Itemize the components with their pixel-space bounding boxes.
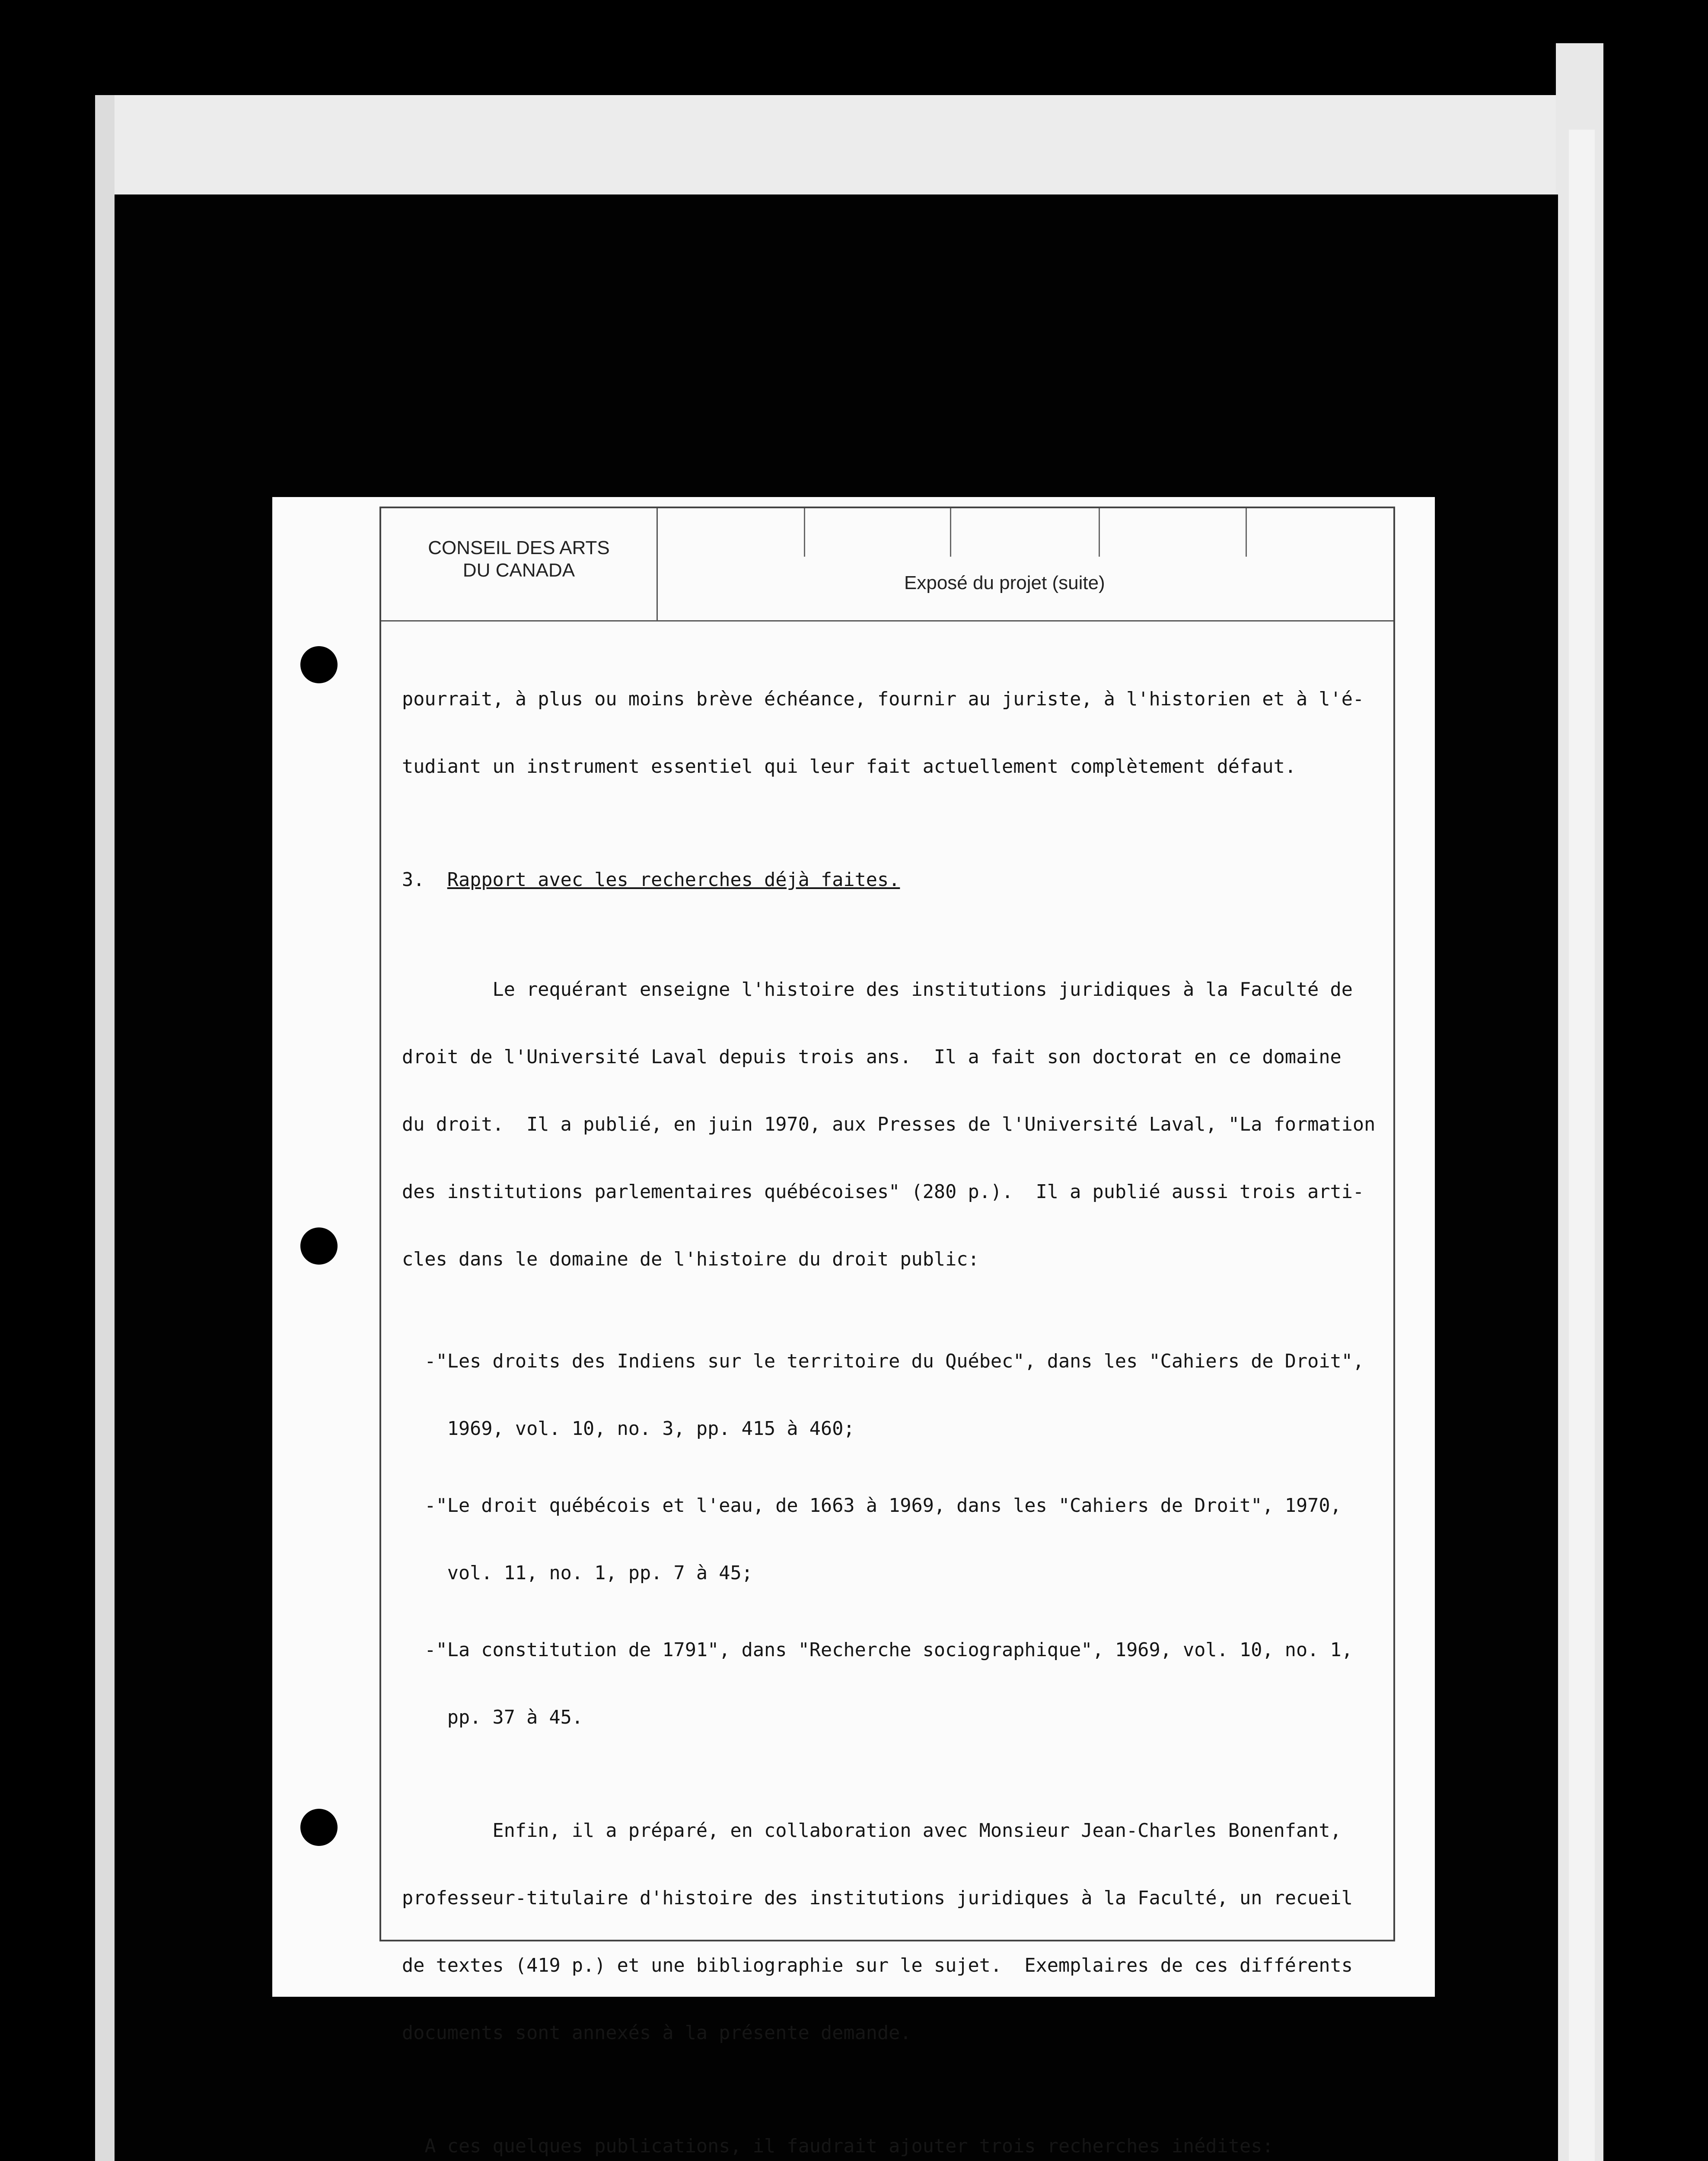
text-line: des institutions parlementaires québécoises" (280 p.). Il a publié aussi trois arti-	[402, 1181, 1364, 1203]
text-line: documents sont annexés à la présente demande.	[402, 2022, 911, 2044]
film-frame-left	[95, 95, 115, 2161]
section-title: Exposé du projet (suite)	[904, 572, 1105, 593]
text-line: A ces quelques publications, il faudrait ajouter trois recherches inédites:	[402, 2136, 1274, 2157]
bullet-line: pp. 37 à 45.	[402, 1707, 583, 1728]
punch-hole	[300, 1227, 338, 1265]
section-3-heading	[402, 869, 1387, 891]
text-line: Le requérant enseigne l'histoire des institutions juridiques à la Faculté de	[402, 979, 1353, 1001]
field-divider	[1246, 508, 1247, 557]
bullet-line: -"Le droit québécois et l'eau, de 1663 à 1969, dans les "Cahiers de Droit", 1970,	[402, 1495, 1342, 1517]
text-line: pourrait, à plus ou moins brève échéance, fournir au juriste, à l'historien et à l'é-	[402, 688, 1364, 710]
form-frame	[379, 507, 1395, 2157]
section-number: 3.	[402, 869, 425, 891]
film-frame-top	[95, 95, 1599, 194]
document-page	[272, 497, 1435, 2157]
text-line: droit de l'Université Laval depuis trois ans. Il a fait son doctorat en ce domaine	[402, 1046, 1342, 1068]
punch-hole	[300, 646, 338, 683]
field-divider	[1099, 508, 1100, 557]
section-title-underlined: Rapport avec les recherches déjà faites.	[447, 869, 900, 891]
bullet-line: 1969, vol. 10, no. 3, pp. 415 à 460;	[402, 1418, 855, 1440]
bullet-line: vol. 11, no. 1, pp. 7 à 45;	[402, 1562, 753, 1584]
text-line: de textes (419 p.) et une bibliographie sur le sujet. Exemplaires de ces différents	[402, 1955, 1353, 1976]
film-frame-right-inner	[1569, 130, 1595, 2161]
text-line: Enfin, il a préparé, en collaboration avec Monsieur Jean-Charles Bonenfant,	[402, 1820, 1342, 1842]
text-line: cles dans le domaine de l'histoire du droit public:	[402, 1249, 979, 1270]
header-fields	[658, 508, 1393, 622]
punch-hole	[300, 1809, 338, 1846]
text-line: tudiant un instrument essentiel qui leur fait actuellement complètement défaut.	[402, 756, 1296, 778]
text-line: professeur-titulaire d'histoire des institutions juridiques à la Faculté, un recueil	[402, 1887, 1353, 1909]
org-name-line1: CONSEIL DES ARTS	[428, 537, 610, 558]
bullet-line: -"Les droits des Indiens sur le territoire du Québec", dans les "Cahiers de Droit",	[402, 1351, 1364, 1372]
field-divider	[950, 508, 951, 557]
org-name	[381, 508, 658, 622]
document-body	[402, 643, 1387, 2161]
text-line: du droit. Il a publié, en juin 1970, aux Presses de l'Université Laval, "La formation	[402, 1114, 1376, 1135]
org-name-line2: DU CANADA	[462, 560, 575, 581]
bullet-line: -"La constitution de 1791", dans "Recherche sociographique", 1969, vol. 10, no. 1,	[402, 1639, 1353, 1661]
field-divider	[804, 508, 805, 557]
